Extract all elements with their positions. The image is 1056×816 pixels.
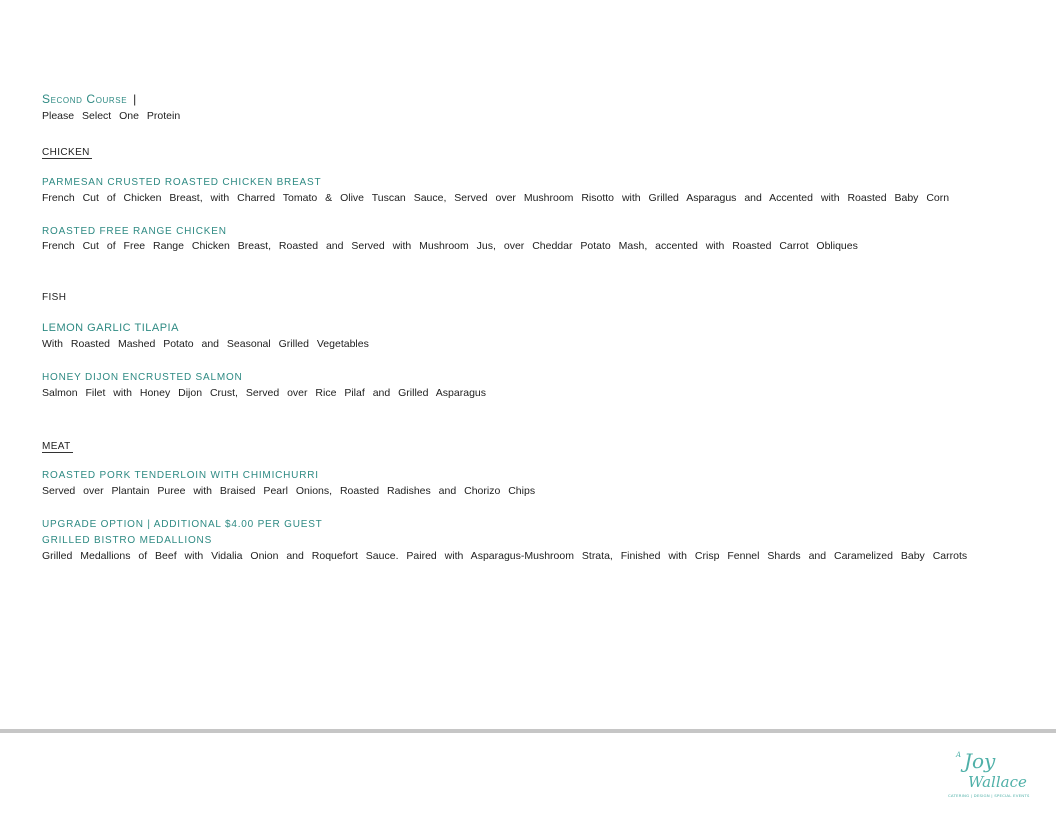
dish-description: French Cut of Chicken Breast, with Charred Tomato & Olive Tuscan Sauce, Served over Mushroom Risotto with Grilled Asparagus and Accented with Roasted Baby Corn <box>42 192 950 204</box>
dish-name: ROASTED FREE RANGE CHICKEN <box>42 226 227 237</box>
dish-description: Salmon Filet with Honey Dijon Crust, Served over Rice Pilaf and Grilled Asparagus <box>42 387 487 399</box>
logo-prefix: A <box>956 751 962 759</box>
dish-description: With Roasted Mashed Potato and Seasonal Grilled Vegetables <box>42 338 369 350</box>
logo-tagline: CATERING | DESIGN | SPECIAL EVENTS <box>948 793 1030 798</box>
logo-first-name: Joy <box>964 749 996 773</box>
company-logo <box>944 741 1036 803</box>
footer-divider <box>0 729 1056 733</box>
course-instruction: Please Select One Protein <box>42 110 181 122</box>
dish-name: HONEY DIJON ENCRUSTED SALMON <box>42 372 243 383</box>
logo-mark <box>944 741 1036 803</box>
course-title-text: Second Course <box>42 92 128 106</box>
category-heading: CHICKEN <box>42 147 90 158</box>
dish-name: LEMON GARLIC TILAPIA <box>42 322 179 334</box>
dish-description: Served over Plantain Puree with Braised Pearl Onions, Roasted Radishes and Chorizo Chips <box>42 485 536 497</box>
dish-description: Grilled Medallions of Beef with Vidalia Onion and Roquefort Sauce. Paired with Asparagus-Mushroom Strata, Finished with Crisp Fennel Shards and Caramelized Baby Carrots <box>42 550 968 562</box>
logo-last-name: Wallace <box>968 773 1027 791</box>
course-title <box>42 93 137 106</box>
dish-name: ROASTED PORK TENDERLOIN WITH CHIMICHURRI <box>42 470 319 481</box>
category-fish: FISH <box>42 292 67 303</box>
dish-name: PARMESAN CRUSTED ROASTED CHICKEN BREAST <box>42 177 322 188</box>
title-separator: | <box>133 92 137 106</box>
dish-description: French Cut of Free Range Chicken Breast, Roasted and Served with Mushroom Jus, over Cheddar Potato Mash, accented with Roasted Carrot Obliques <box>42 240 858 252</box>
dish-name: GRILLED BISTRO MEDALLIONS <box>42 535 213 546</box>
category-heading: MEAT <box>42 441 71 452</box>
category-chicken <box>42 144 92 159</box>
category-meat <box>42 438 73 453</box>
upgrade-note: UPGRADE OPTION | ADDITIONAL $4.00 PER GUEST <box>42 519 323 530</box>
